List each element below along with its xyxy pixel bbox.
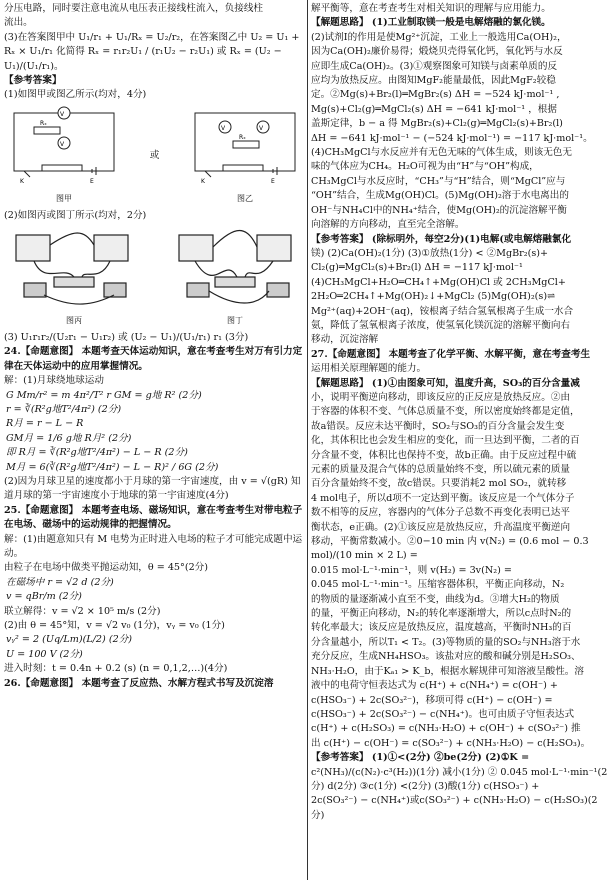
q24-equation-1: G Mm/r² = m 4π²/T² r GM = g地 R² (2分) [6,389,202,401]
q24-equation-4: GM月 = 1/6 g地 R月² (2分) [6,432,132,444]
text-line: 镁) (2)Ca(OH)₂(1分) (3)①放热(1分) < ②MgBr₂(s)+ [311,247,549,259]
q24-equation-2: r = ∛(R²g地T²/4π²) (2分) [6,403,122,415]
q25-equation-8: 进入时刻：t = 0.4n + 0.2 (s) (n = 0,1,2,…)(4分) [4,663,228,675]
svg-text:Rₓ: Rₓ [239,133,246,141]
q25-equation-7: U = 100 V (2分) [6,648,83,660]
q24-equation-6: M月 = 6(∛(R²g地T²/4π²) − L − R)² / 6G (2分) [6,461,219,473]
text-line: 的量，平衡正向移动，N₂的转化率逐渐增大，所以c点时N₂的 [311,608,572,620]
q24-equation-3: R月 = r − L − R [6,418,84,430]
text-line: 定。②Mg(s)+Br₂(l)═MgBr₂(s) ΔH = −524 kJ·mol⁻¹ , [311,89,560,101]
q24-part-2: (2)因为月球卫星的速度都小于月球的第一宇宙速度，由 v = √(gR) 知道月球的第一宇宙速度小于地球的第一宇宙速度(4分) [4,475,301,502]
svg-text:V: V [60,140,65,148]
part3-line: Rₓ × U₁/r₁ 化简得 Rₓ = r₁r₂U₁ / (r₁U₂ − r₂U₁) 或 Rₓ = (U₂ − U₁)/(U₁/r₁)。 [4,46,282,72]
wiring-figure-ding [165,225,305,329]
text-line: 分含量越小，所以T₁ < T₂。(3)等物质的量的SO₂与NH₃溶于水 [311,636,581,648]
text-line: ΔH = −641 kJ·mol⁻¹ − (−524 kJ·mol⁻¹) = −117 kJ·mol⁻¹。 [311,132,593,144]
text-line: 4 mol电子，所以d项不一定达到平衡。该反应是一个气体分子 [311,492,575,504]
q24-solution: 解：(1)月球绕地球运动 [4,375,104,387]
wiring-diagram-bing [4,225,144,309]
text-line: Mg(s)+Cl₂(g)═MgCl₂(s) ΔH = −641 kJ·mol⁻¹ ，根据 [311,103,557,115]
text-line: 27.【命题意图】 本题考查了化学平衡、水解平衡，意在考查考生 [311,348,591,360]
svg-text:V: V [60,110,65,118]
reference-answer-2: (2)如图丙或图丁所示(均对，2分) [4,209,147,221]
figure-label-jia: 图甲 [56,194,72,204]
reference-answer-title: 【参考答案】 [4,75,62,87]
text-line: 盖斯定律，b − a 得 MgBr₂(s)+Cl₂(g)═MgCl₂(s)+Br₂(l) [311,118,563,130]
text-line: OH⁻与NH₄Cl中的NH₄⁺结合，使Mg(OH)₂的沉淀溶解平衡 [311,204,567,216]
text-line: 应均为放热反应。由图知MgF₂能量最低，因此MgF₂较稳 [311,75,556,87]
reference-answer-1: (1)如图甲或图乙所示(均对，4分) [4,89,147,101]
wiring-diagram-ding [165,225,305,309]
text-line: 出 c(H⁺) − c(OH⁻) = c(SO₃²⁻) + c(NH₃·H₂O) − c(H₂SO₃)。 [311,737,591,749]
figure-label-yi: 图乙 [237,194,253,204]
text-line: 于容器的体积不变、气体总质量不变，所以密度始终都是定值， [311,406,580,418]
text-line: 【参考答案】 (除标明外，每空2分)(1)电解(或电解熔融氯化 [311,233,572,245]
text-line: 运用相关原理解题的能力。 [311,363,427,375]
q25-equation-4: 联立解得：v = √2 × 10⁵ m/s (2分) [4,605,161,617]
intro-line: 分压电路，同时要注意电流从电压表正接线柱流入，负接线柱 [4,3,264,14]
text-line: 0.045 mol·L⁻¹·min⁻¹。压缩容器体积，平衡正向移动，N₂ [311,579,565,591]
intro-line: 流出。 [4,17,33,29]
q25-intent: 25.【命题意图】 本题考查电场、磁场知识，意在考查考生对带电粒子在电场、磁场中的运动规律的把握情况。 [4,504,303,531]
q25-equation-1: 由粒子在电场中做类平抛运动知，θ = 45°(2分) [4,562,209,574]
text-line: 转化率最大；该反应是放热反应，温度越高，平衡时NH₃的百 [311,622,572,634]
text-line: 【解题思路】 (1)①由图象可知，温度升高，SO₃的百分含量减 [311,377,580,389]
text-line: 元素的质量及混合气体的总质量始终不变，所以硫元素的质量 [311,464,571,475]
text-line: 向溶解的方向移动，直至完全溶解。 [311,219,465,231]
text-line: 氨，降低了氢氧根离子浓度，使氢氧化镁沉淀的溶解平衡向右 [311,319,571,331]
text-line: (2)试剂Ⅰ的作用是使Mg²⁺沉淀，工业上一般选用Ca(OH)₂， [311,31,567,43]
svg-text:E: E [90,177,94,185]
circuit-figure-yi [185,105,305,207]
text-line: 故a错误。反应未达平衡时，SO₂与SO₃的百分含量会发生变 [311,420,565,432]
text-line: 因为Ca(OH)₂廉价易得；煅烧贝壳得氧化钙，氧化钙与水反 [311,46,563,58]
wiring-figure-bing [4,225,144,329]
svg-text:E: E [271,177,275,185]
svg-text:Rₓ: Rₓ [40,119,47,127]
svg-text:K: K [201,177,205,185]
column-divider [307,0,308,880]
text-line: NH₃·H₂O，由于Kₐ₁ > K_b，根据水解规律可知溶液呈酸性。溶 [311,665,584,677]
figure-or-label: 或 [149,149,160,161]
svg-text:V: V [221,124,226,132]
svg-text:V: V [259,124,264,132]
text-line: 0.015 mol·L⁻¹·min⁻¹，则 v(H₂) = 3v(N₂) = [311,564,512,576]
text-line: 移动，平衡常数减小。②0−10 min 内 v(N₂) = (0.6 mol − 0.3 mol)/(10 min × 2 L) = [311,536,589,562]
circuit-figure-row-1 [4,105,305,207]
text-line: Mg²⁺(aq)+2OH⁻(aq)，铵根离子结合氢氧根离子生成一水合 [311,305,574,317]
right-column [311,2,608,823]
text-line: 移动，沉淀溶解 [311,334,379,346]
figure-label-ding: 图丁 [227,316,243,326]
text-line: 数不相等的反应，容器内的气体分子总数不再变化表明已达平 [311,507,571,519]
reference-answer-3: (3) U₁r₁r₂/(U₂r₁ − U₁r₂) 或 (U₂ − U₁)/(U₁/r₁) r₁ (3分) [4,331,249,343]
text-line: 充分反应，生成NH₄HSO₃。该盐对应的酸和碱分别是H₂SO₃、 [311,651,581,663]
q24-intent: 24.【命题意图】 本题考查天体运动知识，意在考查考生对万有引力定律在天体运动中的应用掌握情况。 [4,346,303,372]
text-line: 2c(SO₃²⁻) − c(NH₄⁺)或c(SO₃²⁻) + c(NH₃·H₂O) − c(H₂SO₃)(2分) [311,795,598,821]
text-line: 分) d(2分) ③c(1分) <(2分) (3)酸(1分) c(HSO₃⁻) + [311,780,540,792]
text-line: c(H⁺) + c(H₂SO₃) = c(NH₃·H₂O) + c(OH⁻) + c(SO₃²⁻) 推 [311,723,581,735]
circuit-figure-jia [4,105,124,207]
svg-text:K: K [20,177,24,185]
text-line: 【参考答案】 (1)①<(2分) ②be(2分) (2)①K = [311,752,530,764]
text-line: c²(NH₃)/(c(N₂)·c³(H₂))(1分) 减小(1分) ② 0.045 mol·L⁻¹·min⁻¹(2 [311,766,608,778]
text-line: (4)CH₃MgCl+H₂O═CH₄↑+Mg(OH)Cl 或 2CH₃MgCl+ [311,276,566,288]
text-line: c(HSO₃⁻) + 2c(SO₃²⁻) − c(NH₄⁺)。也可由质子守恒表达式 [311,708,575,720]
q26-intent: 26.【命题意图】 本题考查了反应热、水解方程式书写及沉淀溶 [4,677,274,689]
text-line: 液中的电荷守恒表达式为 c(H⁺) + c(NH₄⁺) = c(OH⁻) + [311,680,558,692]
figure-label-bing: 图丙 [66,316,82,326]
text-line: 的物质的量逐渐减小直至不变，曲线为d。③增大H₂的物质 [311,593,560,605]
text-line: CH₃MgCl与水反应时，“CH₃”与“H”结合，则“MgCl”应与 [311,175,566,187]
part3-line: (3)在答案图甲中 U₁/r₁ + U₁/Rₓ = U₂/r₂，在答案图乙中 U₂ = U₁ + [4,31,300,43]
q25-equation-6: vᵧ² = 2 (Uq/Lm)(L/2) (2分) [6,634,133,646]
text-line: 味的气体应为CH₄。H₂O可视为由“H”与“OH”构成， [311,161,539,173]
left-column [4,2,305,691]
q24-equation-5: 即 R月 = ∛(R²g地T²/4π²) − L − R (2分) [6,447,188,459]
text-line: 解平衡等，意在考查考生对相关知识的理解与应用能力。 [311,3,551,14]
text-line: 化，其体积比也会发生相应的变化，而一旦达到平衡，二者的百 [311,435,580,447]
circuit-diagram-jia [4,105,124,187]
text-line: Cl₂(g)═MgCl₂(s)+Br₂(l) ΔH = −117 kJ·mol⁻¹ [311,262,523,274]
text-line: c(HSO₃⁻) + 2c(SO₃²⁻)，移项可得 c(H⁺) − c(OH⁻) = [311,694,553,706]
text-line: 分含量不变，体积比也保持不变，故b正确。由于反应过程中硫 [311,449,577,461]
circuit-diagram-yi [185,105,305,187]
circuit-figure-row-2 [4,225,305,329]
q25-solution: 解：(1)由题意知只有 M 电势为正时进入电场的粒子才可能完成题中运动。 [4,533,303,559]
text-line: 应即生成Ca(OH)₂。(3)①观察图象可知镁与卤素单质的反 [311,60,558,72]
text-line: 百分含量始终不变，故c错误。只要消耗2 mol SO₂，就转移 [311,478,567,490]
text-line: 2H₂O═2CH₄↑+Mg(OH)₂↓+MgCl₂ (5)Mg(OH)₂(s)⇌ [311,291,556,303]
text-line: (4)CH₃MgCl与水反应并有无色无味的气体生成，则该无色无 [311,147,572,159]
q25-equation-2: 在磁场中 r = √2 d (2分) [6,576,114,588]
text-line: “OH”结合，生成Mg(OH)Cl。(5)Mg(OH)₂溶于水电离出的 [311,190,569,202]
text-line: 【解题思路】 (1)工业制取镁一般是电解熔融的氯化镁。 [311,17,551,29]
q25-equation-3: v = qBr/m (2分) [6,591,82,603]
text-line: 小，说明平衡逆向移动，即该反应的正反应是放热反应。②由 [311,391,571,403]
text-line: 衡状态，e正确。(2)①该反应是放热反应，升高温度平衡逆向 [311,521,571,533]
q25-equation-5: (2)由 θ = 45°知，v = √2 v₀ (1分)，vᵧ = v₀ (1分) [4,620,225,631]
